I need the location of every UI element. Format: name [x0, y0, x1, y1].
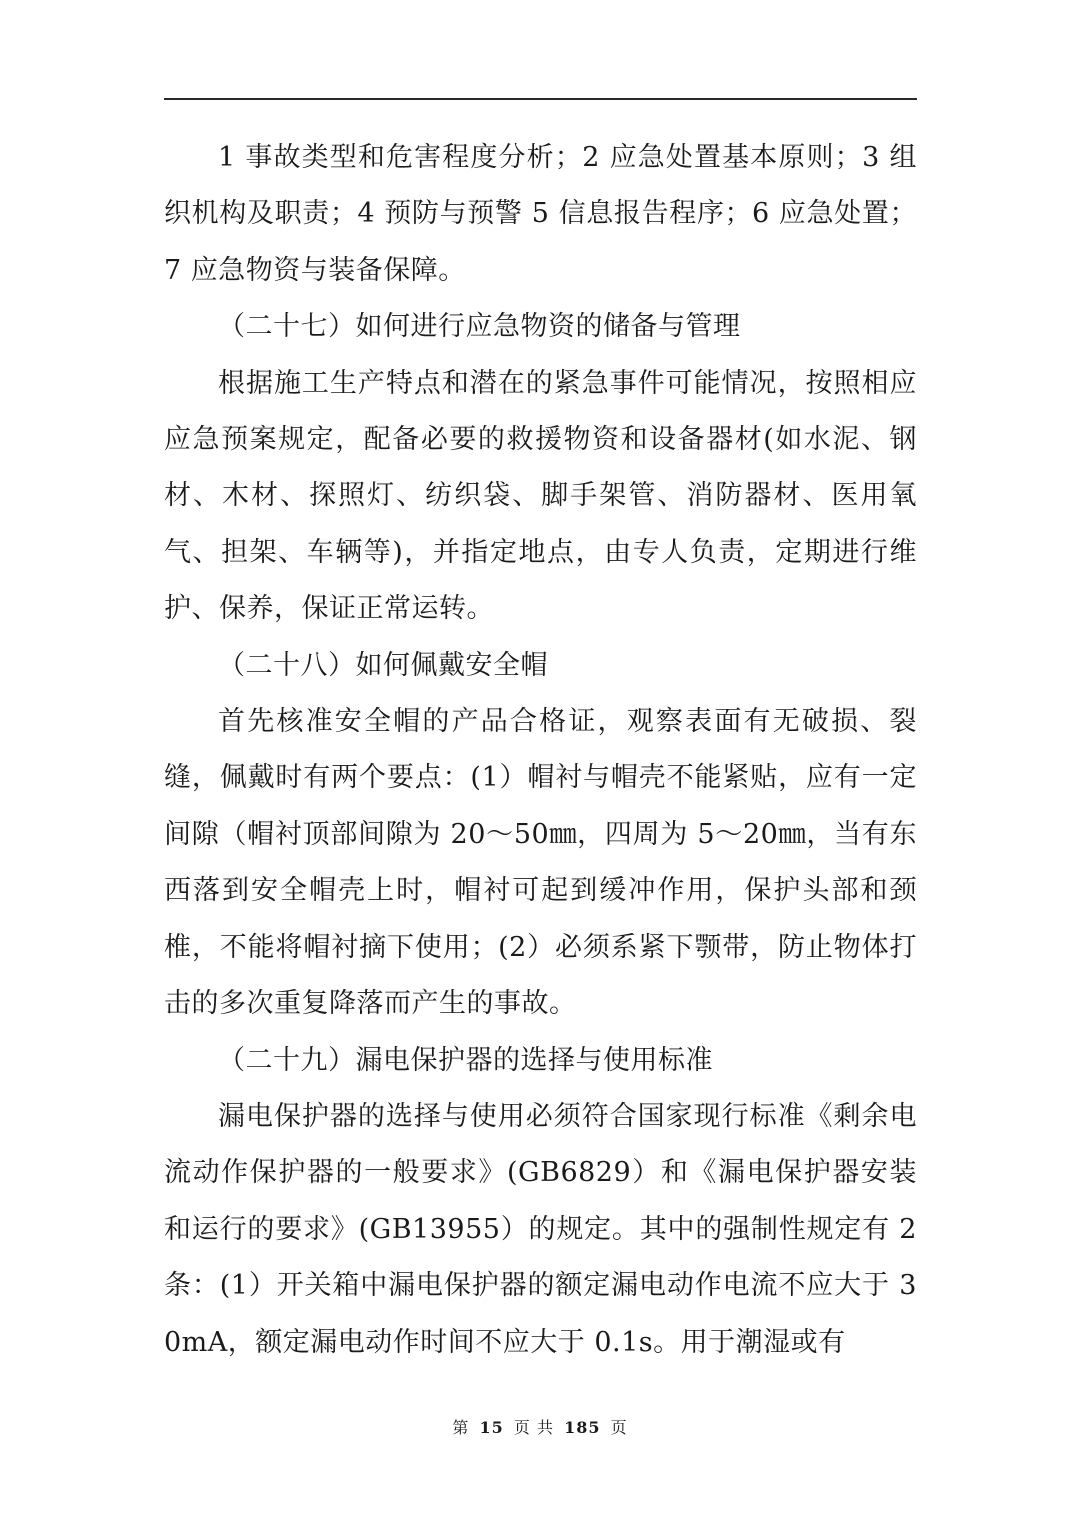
page-body — [164, 130, 917, 1371]
paragraph-emergency-supplies: 根据施工生产特点和潜在的紧急事件可能情况，按照相应应急预案规定，配备必要的救援物资和设备器材(如水泥、钢材、木材、探照灯、纺织袋、脚手架管、消防器材、医用氧气、担架、车辆等)，并指定地点，由专人负责，定期进行维护、保养，保证正常运转。 — [164, 367, 917, 625]
header-rule — [164, 98, 917, 100]
footer-suffix: 页 — [610, 1418, 628, 1437]
paragraph-leakage-protector: 漏电保护器的选择与使用必须符合国家现行标准《剩余电流动作保护器的一般要求》(GB6829）和《漏电保护器安装和运行的要求》(GB13955）的规定。其中的强制性规定有 2 条：(1）开关箱中漏电保护器的额定漏电动作电流不应大于 30mA，额定漏电动作时间不应大于 0.1s。用于潮湿或有 — [164, 1100, 917, 1358]
footer-prefix: 第 — [452, 1418, 470, 1437]
paragraph-plan-contents: 1 事故类型和危害程度分析；2 应急处置基本原则；3 组织机构及职责；4 预防与预警 5 信息报告程序；6 应急处置；7 应急物资与装备保障。 — [164, 142, 917, 286]
footer-total-pages: 185 — [564, 1418, 601, 1437]
paragraph-safety-helmet: 首先核准安全帽的产品合格证，观察表面有无破损、裂缝，佩戴时有两个要点：(1）帽衬与帽壳不能紧贴，应有一定间隙（帽衬顶部间隙为 20～50㎜，四周为 5～20㎜，当有东西落到安全帽壳上时，帽衬可起到缓冲作用，保护头部和颈椎，不能将帽衬摘下使用；(2）必须系紧下颚带，防止物体打击的多次重复降落而产生的事故。 — [164, 706, 917, 1020]
footer-middle: 页 共 — [513, 1418, 554, 1437]
footer-page-number: 15 — [479, 1418, 504, 1437]
section-heading-27: （二十七）如何进行应急物资的储备与管理 — [218, 311, 741, 343]
page-footer — [0, 1415, 1080, 1438]
section-heading-29: （二十九）漏电保护器的选择与使用标准 — [218, 1044, 713, 1076]
section-heading-28: （二十八）如何佩戴安全帽 — [218, 649, 548, 681]
